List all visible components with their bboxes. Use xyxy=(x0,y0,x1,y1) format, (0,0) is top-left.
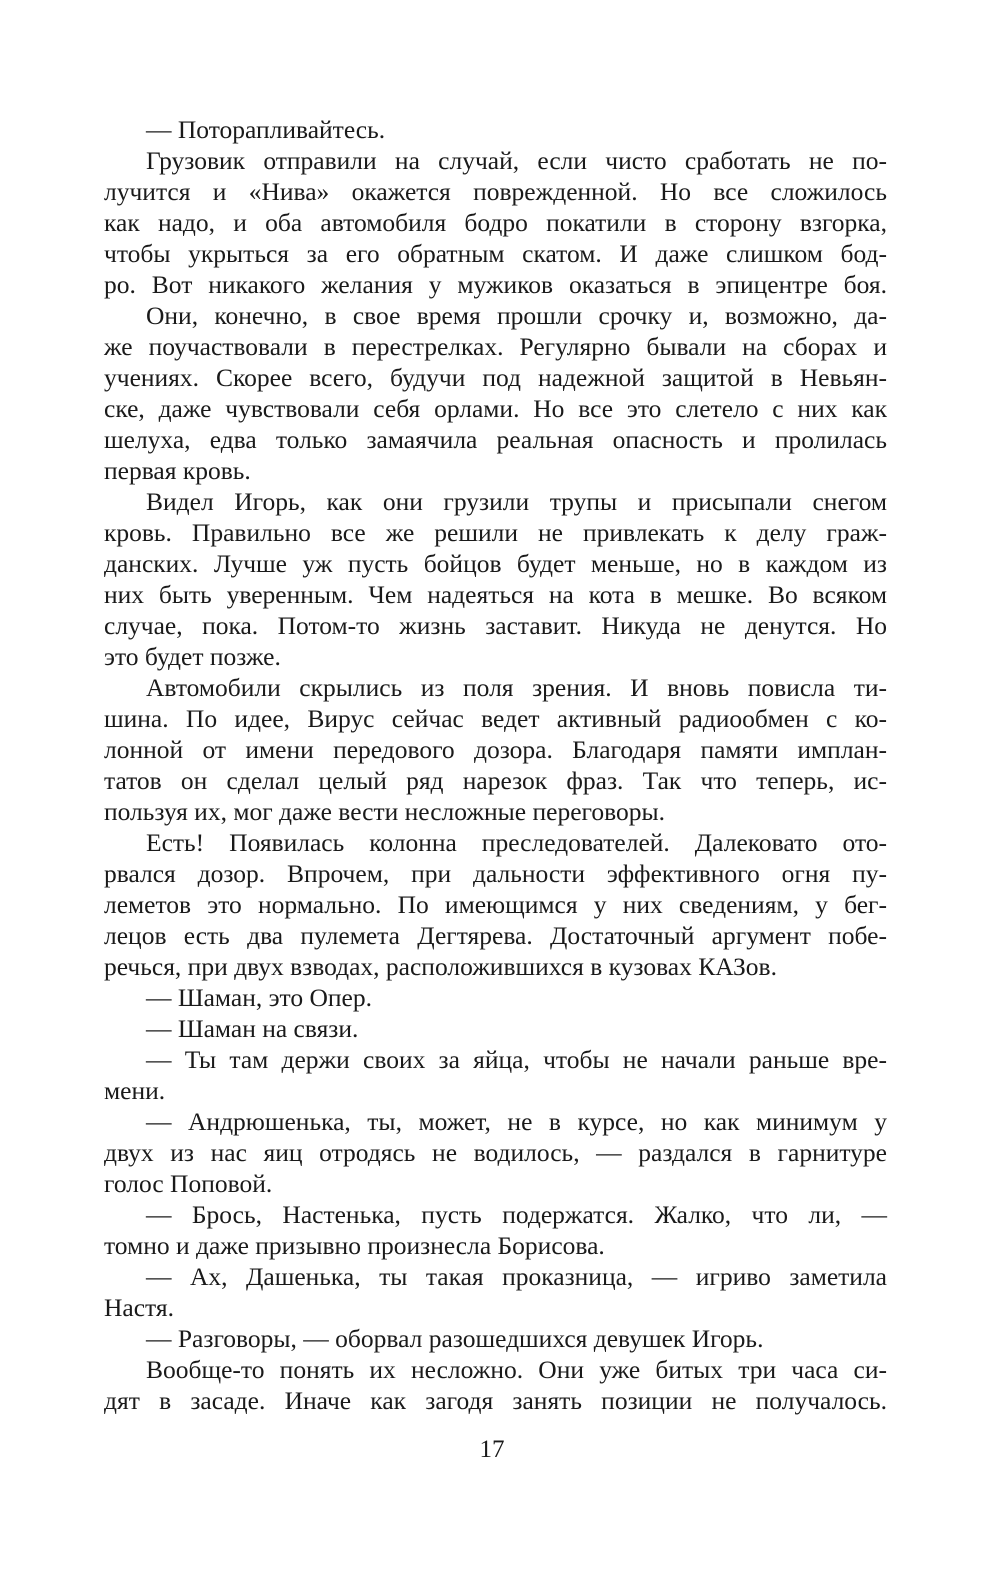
text-line: томно и даже призывно произнесла Борисова. xyxy=(104,1231,605,1260)
text-line: — Ты там держи своих за яйца, чтобы не начали раньше вре- xyxy=(146,1045,887,1074)
text-line: Автомобили скрылись из поля зрения. И вновь повисла ти- xyxy=(146,673,887,702)
text-line: Они, конечно, в свое время прошли срочку и, возможно, да- xyxy=(146,301,887,330)
text-line: кровь. Правильно все же решили не привлекать к делу граж- xyxy=(104,518,887,547)
text-line: — Брось, Настенька, пусть подержатся. Жалко, что ли, — xyxy=(146,1200,887,1229)
page-number: 17 xyxy=(479,1436,505,1463)
text-line: — Разговоры, — оборвал разошедшихся девушек Игорь. xyxy=(146,1324,764,1353)
text-line: случае, пока. Потом-то жизнь заставит. Никуда не денутся. Но xyxy=(104,611,887,640)
text-line: пользуя их, мог даже вести несложные переговоры. xyxy=(104,797,665,826)
text-line: двух из нас яиц отродясь не водилось, — раздался в гарнитуре xyxy=(104,1138,887,1167)
text-line: как надо, и оба автомобиля бодро покатили в сторону взгорка, xyxy=(104,208,887,237)
text-line: татов он сделал целый ряд нарезок фраз. Так что теперь, ис- xyxy=(104,766,887,795)
text-line: первая кровь. xyxy=(104,456,251,485)
text-line: Настя. xyxy=(104,1293,174,1322)
text-line: Грузовик отправили на случай, если чисто сработать не по- xyxy=(146,146,887,175)
text-line: — Ах, Дашенька, ты такая проказница, — игриво заметила xyxy=(146,1262,887,1291)
text-line: — Шаман на связи. xyxy=(146,1014,359,1043)
text-line: леметов это нормально. По имеющимся у них сведениям, у бег- xyxy=(104,890,887,919)
text-line: лонной от имени передового дозора. Благодаря памяти имплан- xyxy=(104,735,887,764)
text-line: лецов есть два пулемета Дегтярева. Достаточный аргумент побе- xyxy=(104,921,887,950)
text-line: голос Поповой. xyxy=(104,1169,273,1198)
text-line: Вообще-то понять их несложно. Они уже битых три часа си- xyxy=(146,1355,887,1384)
text-line: них быть уверенным. Чем надеяться на кота в мешке. Во всяком xyxy=(104,580,887,609)
text-line: шина. По идее, Вирус сейчас ведет активный радиообмен с ко- xyxy=(104,704,887,733)
text-line: шелуха, едва только замаячила реальная опасность и пролилась xyxy=(104,425,887,454)
book-page-text xyxy=(104,114,887,1416)
text-line: Видел Игорь, как они грузили трупы и присыпали снегом xyxy=(146,487,887,516)
text-line: данских. Лучше уж пусть бойцов будет меньше, но в каждом из xyxy=(104,549,887,578)
text-line: — Поторапливайтесь. xyxy=(146,115,386,144)
text-line: лучится и «Нива» окажется поврежденной. Но все сложилось xyxy=(104,177,887,206)
text-line: — Шаман, это Опер. xyxy=(146,983,372,1012)
text-line: ске, даже чувствовали себя орлами. Но все это слетело с них как xyxy=(104,394,887,423)
text-line: — Андрюшенька, ты, может, не в курсе, но как минимум у xyxy=(146,1107,887,1136)
text-line: дят в засаде. Иначе как загодя занять позиции не получалось. xyxy=(104,1386,887,1415)
text-line: рвался дозор. Впрочем, при дальности эффективного огня пу- xyxy=(104,859,887,888)
text-line: ро. Вот никакого желания у мужиков оказаться в эпицентре боя. xyxy=(104,270,887,299)
text-line: учениях. Скорее всего, будучи под надежной защитой в Невьян- xyxy=(104,363,887,392)
text-line: чтобы укрыться за его обратным скатом. И даже слишком бод- xyxy=(104,239,887,268)
text-line: речься, при двух взводах, расположившихся в кузовах КАЗов. xyxy=(104,952,777,981)
text-line: Есть! Появилась колонна преследователей. Далековато ото- xyxy=(146,828,887,857)
text-line: это будет позже. xyxy=(104,642,281,671)
text-line: мени. xyxy=(104,1076,166,1105)
text-line: же поучаствовали в перестрелках. Регулярно бывали на сборах и xyxy=(104,332,887,361)
